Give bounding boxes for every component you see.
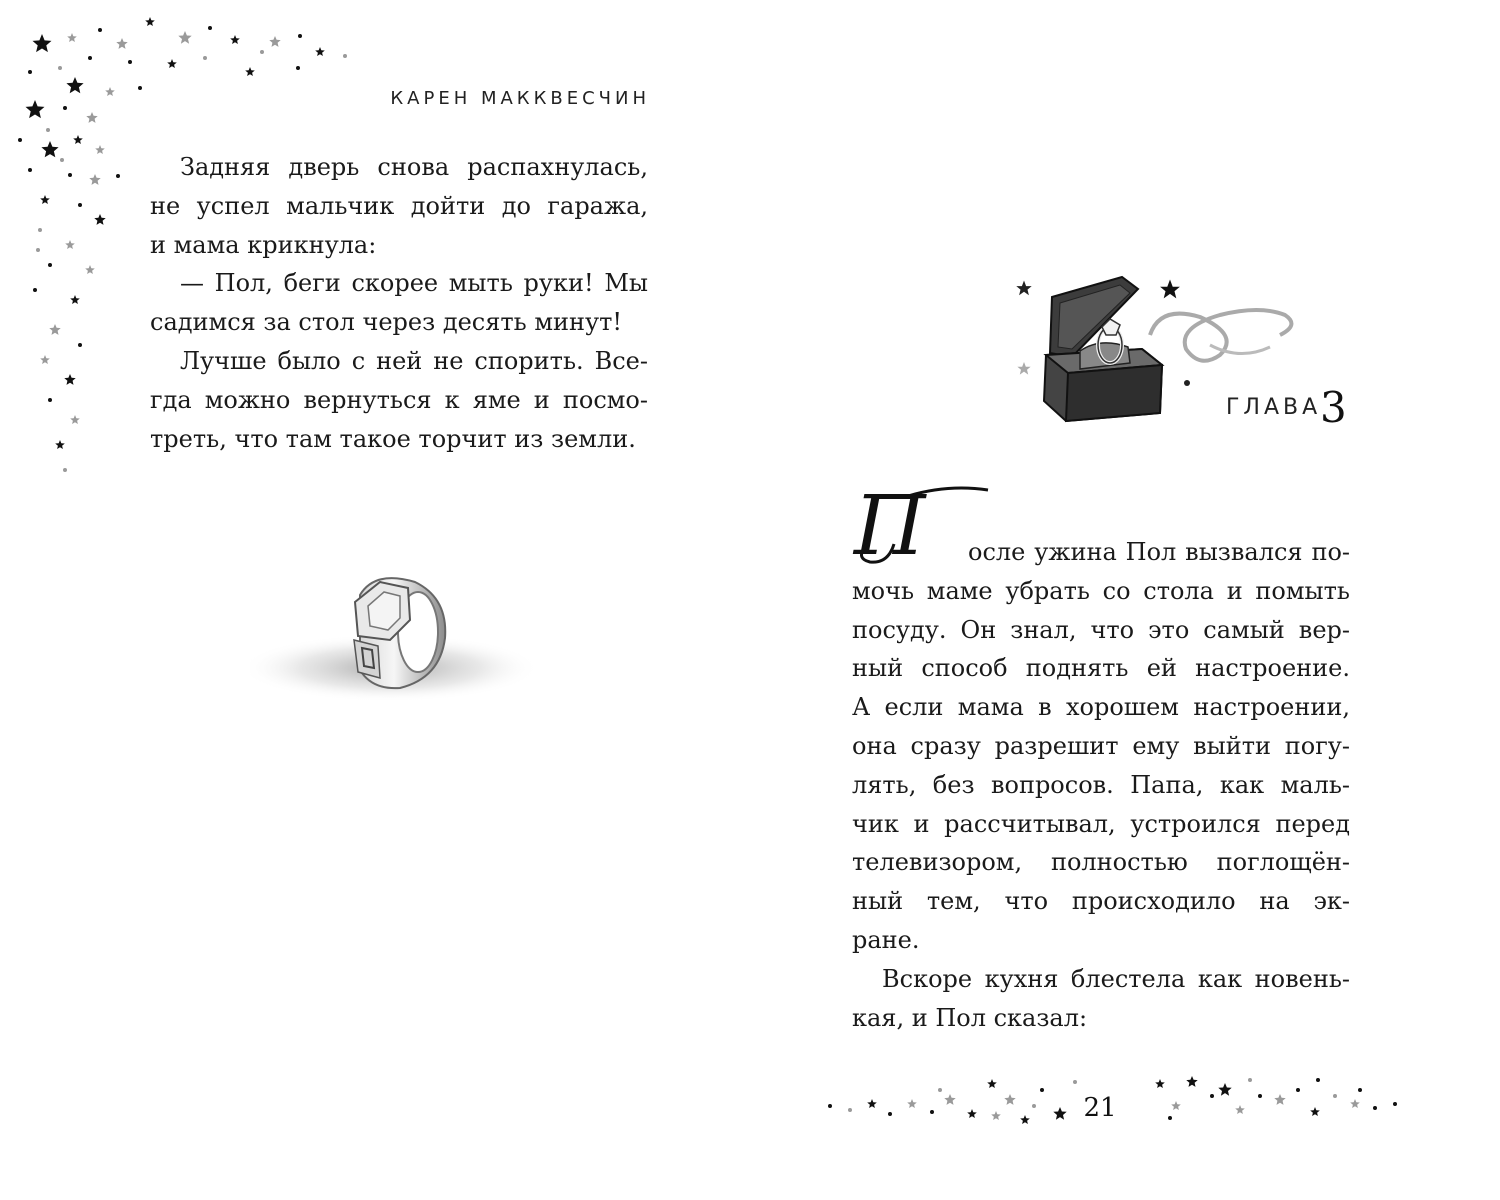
star-icon [167, 59, 177, 68]
star-icon [60, 158, 64, 162]
star-icon [1333, 1094, 1337, 1098]
star-icon [1358, 1088, 1362, 1092]
star-icon [269, 36, 280, 47]
page-number: 21 [1083, 1093, 1117, 1123]
star-icon [1155, 1079, 1165, 1088]
star-icon [208, 26, 212, 30]
text-line: — Пол, беги скорее мыть руки! Мы [180, 269, 648, 298]
star-icon [63, 106, 67, 110]
star-icon [178, 31, 191, 44]
star-icon [315, 47, 325, 56]
star-icon [88, 56, 92, 60]
star-icon [66, 77, 83, 93]
star-icon [40, 355, 50, 364]
text-line: ный тем, что происходило на эк- [852, 887, 1350, 916]
star-icon [888, 1112, 892, 1116]
star-icon [116, 174, 120, 178]
left-text-block [150, 148, 648, 458]
star-icon [46, 128, 50, 132]
chapter-number: 3 [1320, 383, 1347, 432]
star-icon [230, 35, 240, 44]
star-icon [1218, 1083, 1231, 1096]
star-icon [48, 398, 52, 402]
text-line: чик и рассчитывал, устроился перед [852, 809, 1350, 838]
star-icon [86, 112, 97, 123]
right-text-block [852, 533, 1350, 1037]
star-icon [245, 67, 255, 76]
star-icon [145, 17, 155, 26]
star-icon [1296, 1088, 1300, 1092]
star-icon [938, 1088, 942, 1092]
star-icon [64, 374, 75, 385]
star-icon [63, 468, 67, 472]
text-line: телевизором, полностью поглощён- [852, 848, 1350, 877]
star-icon [18, 138, 22, 142]
chapter-label: ГЛАВА [1226, 395, 1322, 420]
text-line: ране. [852, 925, 920, 954]
star-icon [89, 174, 100, 185]
star-icon [138, 86, 142, 90]
star-icon [85, 265, 95, 274]
star-icon [78, 203, 82, 207]
star-icon [48, 263, 52, 267]
star-icon [967, 1109, 977, 1118]
star-icon [38, 228, 42, 232]
star-icon [203, 56, 207, 60]
star-icon [1171, 1101, 1181, 1110]
star-icon [1316, 1078, 1320, 1082]
star-icon [95, 145, 105, 154]
star-icon [848, 1108, 852, 1112]
star-icon [105, 87, 115, 96]
star-icon [944, 1094, 955, 1105]
star-icon [867, 1099, 877, 1108]
star-icon [49, 324, 60, 335]
star-icon [1020, 1115, 1030, 1124]
text-line: Лучше было с ней не спорить. Все- [180, 346, 648, 375]
star-icon [1274, 1094, 1285, 1105]
star-icon [987, 1079, 997, 1088]
star-icon [907, 1099, 917, 1108]
star-icon [1210, 1094, 1214, 1098]
star-icon [260, 50, 264, 54]
star-icon [40, 195, 50, 204]
star-icon [28, 70, 32, 74]
star-icon [116, 38, 127, 49]
text-line: посуду. Он знал, что это самый вер- [852, 615, 1350, 644]
star-icon [58, 66, 62, 70]
star-icon [1235, 1105, 1245, 1114]
text-line: ный способ поднять ей настроение. [852, 654, 1350, 683]
star-icon [68, 173, 72, 177]
star-icon [70, 295, 80, 304]
text-line: и мама крикнула: [150, 230, 377, 259]
star-icon [298, 34, 302, 38]
star-icon [55, 440, 65, 449]
star-icon [1248, 1078, 1252, 1082]
star-icon [36, 248, 40, 252]
star-icon [41, 141, 58, 157]
star-icon [65, 240, 75, 249]
star-icon [1053, 1107, 1066, 1120]
star-icon [1073, 1080, 1077, 1084]
text-line: лять, без вопросов. Папа, как маль- [852, 770, 1350, 799]
running-head: КАРЕН МАККВЕСЧИН [390, 88, 650, 109]
text-line: она сразу разрешит ему выйти погу- [852, 731, 1350, 760]
ring-illustration [250, 560, 550, 710]
star-icon [296, 66, 300, 70]
text-line: мочь маме убрать со стола и помыть [852, 576, 1350, 605]
text-line: осле ужина Пол вызвался по- [968, 538, 1350, 566]
star-icon [67, 33, 77, 42]
star-icon [1168, 1116, 1172, 1120]
text-line: Вскоре кухня блестела как новень- [882, 964, 1350, 993]
star-icon [828, 1104, 832, 1108]
star-icon [94, 214, 105, 225]
star-icon [98, 28, 102, 32]
star-icon [1186, 1076, 1197, 1087]
star-icon [73, 135, 83, 144]
star-icon [1350, 1099, 1360, 1108]
star-icon [1258, 1094, 1262, 1098]
star-icon [1004, 1094, 1015, 1105]
star-icon [1040, 1088, 1044, 1092]
star-icon [78, 343, 82, 347]
star-icon [930, 1110, 934, 1114]
star-icon [26, 100, 45, 118]
star-icon [343, 54, 347, 58]
star-icon [1310, 1107, 1320, 1116]
star-icon [33, 34, 52, 52]
text-line: не успел мальчик дойти до гаража, [150, 191, 648, 220]
star-icon [991, 1111, 1001, 1120]
star-icon [33, 288, 37, 292]
text-line: треть, что там такое торчит из земли. [150, 424, 636, 453]
star-icon [1373, 1106, 1377, 1110]
text-line: Задняя дверь снова распахнулась, [180, 153, 648, 181]
star-icon [1393, 1102, 1397, 1106]
text-line: гда можно вернуться к яме и посмо- [150, 385, 648, 414]
star-icon [128, 60, 132, 64]
text-line: садимся за стол через десять минут! [150, 308, 623, 337]
text-line: А если мама в хорошем настроении, [852, 693, 1350, 722]
star-icon [28, 168, 32, 172]
star-icon [70, 415, 80, 424]
dropcap-letter: П [854, 484, 926, 574]
text-line: кая, и Пол сказал: [852, 1003, 1088, 1032]
star-icon [1032, 1104, 1036, 1108]
